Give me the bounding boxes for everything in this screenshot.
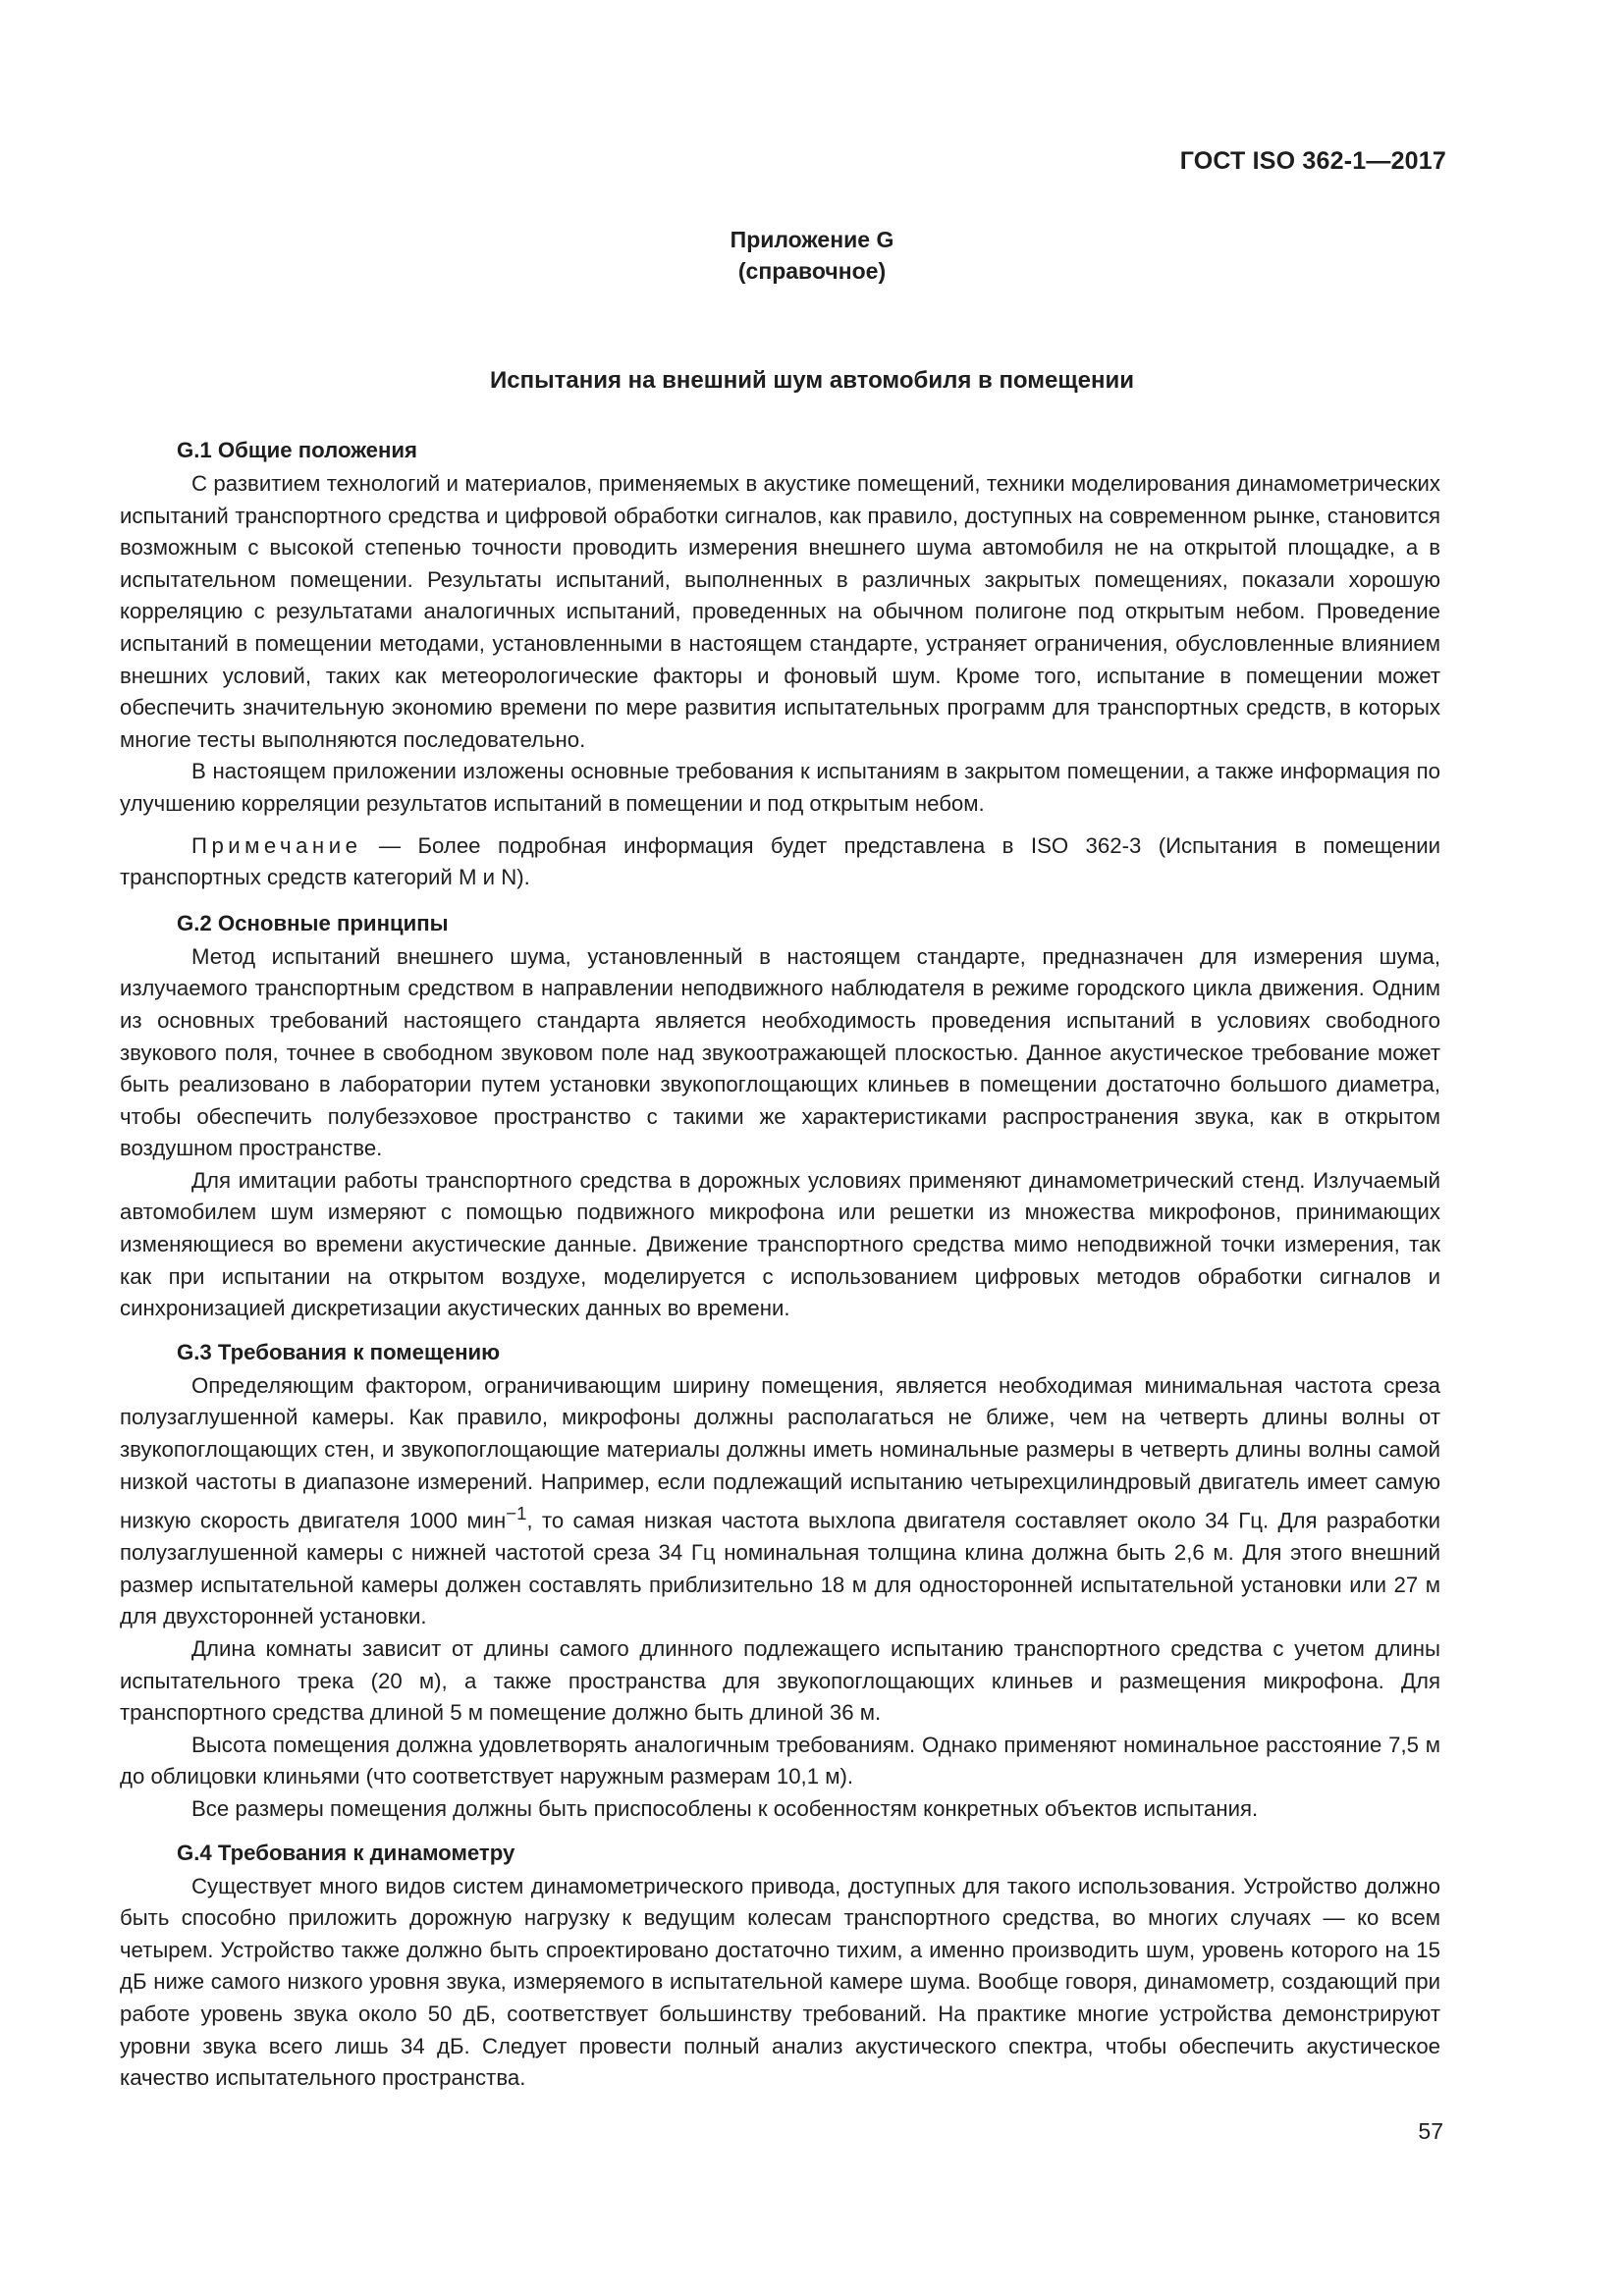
page-title: Испытания на внешний шум автомобиля в помещении [490,367,1134,394]
section-heading-g4: G.4 Требования к динамометру [177,1840,515,1865]
document-body [120,433,1440,2095]
section-heading-g2: G.2 Основные принципы [177,910,449,935]
appendix-heading [0,224,1624,287]
paragraph: В настоящем приложении изложены основные требования к испытаниям в закрытом помещении, а также информация по улучшению корреляции результатов испытаний в помещении и под открытым небом. [120,759,1440,816]
appendix-kind: (справочное) [737,258,887,284]
paragraph-text: Определяющим фактором, ограничивающим ширину помещения, является необходимая минимальная частота среза полузаглушенной камеры. Как правило, микрофоны должны располагаться не ближе, чем на четверть длины волны от звукопоглощающих стен, и звукопоглощающие материалы должны иметь номинальные размеры в четверть длины волны самой низкой частоты в диапазоне измерений. Например, если подлежащий испытанию четырехцилиндровый двигатель имеет самую низкую скорость двигателя 1000 мин [120,1372,1440,1533]
paragraph: Высота помещения должна удовлетворять аналогичным требованиям. Однако применяют номинальное расстояние 7,5 м до облицовки клиньями (что соответствует наружным размерам 10,1 м). [120,1732,1440,1789]
paragraph: Длина комнаты зависит от длины самого длинного подлежащего испытанию транспортного средства с учетом длины испытательного трека (20 м), а также пространства для звукопоглощающих клиньев и размещения микрофона. Для транспортного средства длиной 5 м помещение должно быть длиной 36 м. [120,1635,1440,1726]
section-heading-g3: G.3 Требования к помещению [177,1339,501,1364]
paragraph-text: , то самая низкая частота выхлопа двигателя составляет около 34 Гц. Для разработки полузаглушенной камеры с нижней частотой среза 34 Гц номинальная толщина клина должна быть 2,6 м. Для этого внешний размер испытательной камеры должен составлять приблизительно 18 м для односторонней испытательной установки или 27 м для двухсторонней установки. [120,1508,1440,1629]
paragraph: Для имитации работы транспортного средства в дорожных условиях применяют динамометрический стенд. Излучаемый автомобилем шум измеряют с помощью подвижного микрофона или решетки из множества микрофонов, принимающих изменяющиеся во времени акустические данные. Движение транспортного средства мимо неподвижной точки измерения, так как при испытании на открытом воздухе, моделируется с использованием цифровых методов обработки сигналов и синхронизацией дискретизации акустических данных во времени. [120,1167,1440,1321]
paragraph: Все размеры помещения должны быть приспособлены к особенностям конкретных объектов испытания. [191,1795,1259,1821]
page-number: 57 [1418,2118,1443,2144]
note-text: — Более подробная информация будет представлена в ISO 362-3 (Испытания в помещении транспортных средств категорий M и N). [120,832,1440,890]
appendix-label: Приложение G [730,227,894,252]
note [120,830,1440,894]
paragraph: Метод испытаний внешнего шума, установленный в настоящем стандарте, предназначен для измерения шума, излучаемого транспортным средством в направлении неподвижного наблюдателя в режиме городского цикла движения. Одним из основных требований настоящего стандарта является необходимость проведения испытаний в условиях свободного звукового поля, точнее в свободном звуковом поле над звукоотражающей плоскостью. Данное акустическое требование может быть реализовано в лаборатории путем установки звукопоглощающих клиньев в помещении достаточно большого диаметра, чтобы обеспечить полубезэховое пространство с такими же характеристиками распространения звука, как в открытом воздушном пространстве. [120,943,1440,1161]
superscript: −1 [506,1503,527,1524]
document-standard-id: ГОСТ ISO 362-1—2017 [1179,147,1446,175]
paragraph: С развитием технологий и материалов, применяемых в акустике помещений, техники моделирования динамометрических испытаний транспортного средства и цифровой обработки сигналов, как правило, доступных на современном рынке, становится возможным с высокой степенью точности проводить измерения внешнего шума автомобиля не на открытой площадке, а в испытательном помещении. Результаты испытаний, выполненных в различных закрытых помещениях, показали хорошую корреляцию с результатами аналогичных испытаний, проведенных на обычном полигоне под открытым небом. Проведение испытаний в помещении методами, установленными в настоящем стандарте, устраняет ограничения, обусловленные влиянием внешних условий, таких как метеорологические факторы и фоновый шум. Кроме того, испытание в помещении может обеспечить значительную экономию времени по мере развития испытательных программ для транспортных средств, в которых многие тесты выполняются последовательно. [120,471,1440,752]
paragraph [120,1370,1440,1633]
note-label: Примечание [191,832,362,858]
paragraph: Существует много видов систем динамометрического привода, доступных для такого использования. Устройство должно быть способно приложить дорожную нагрузку к ведущим колесам транспортного средства, во многих случаях — ко всем четырем. Устройство также должно быть спроектировано достаточно тихим, а именно производить шум, уровень которого на 15 дБ ниже самого низкого уровня звука, измеряемого в испытательной камере шума. Вообще говоря, динамометр, создающий при работе уровень звука около 50 дБ, соответствует большинству требований. На практике многие устройства демонстрируют уровни звука всего лишь 34 дБ. Следует провести полный анализ акустического спектра, чтобы обеспечить акустическое качество испытательного пространства. [120,1873,1440,2091]
section-heading-g1: G.1 Общие положения [177,438,417,462]
